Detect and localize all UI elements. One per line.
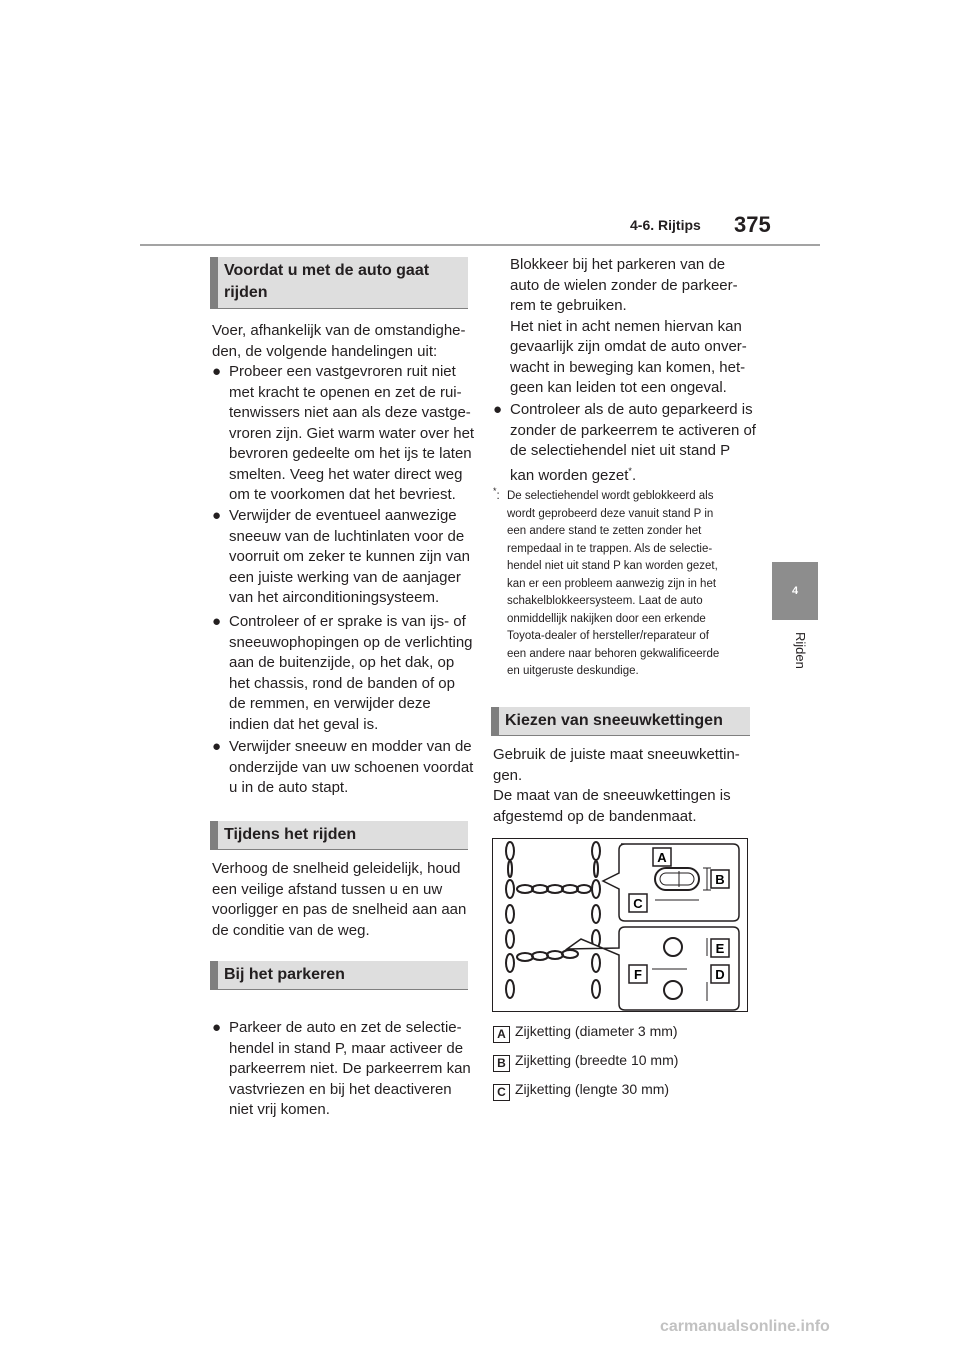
line: vastvriezen en bij het deactiveren: [229, 1080, 452, 1098]
line: smelten. Veeg het water direct weg: [229, 465, 463, 483]
header-rule: [140, 244, 820, 246]
snow-chain-figure: [492, 838, 748, 1012]
line: wordt geprobeerd deze vanuit stand P in: [507, 507, 714, 520]
line: Blokkeer bij het parkeren van de: [510, 256, 726, 273]
line: hendel in stand P, maar activeer de: [229, 1039, 464, 1057]
bullet-ice-check: [212, 612, 485, 735]
heading-text: Voordat u met de auto gaat rijden: [224, 262, 430, 301]
chapter-tab: 4: [772, 562, 818, 620]
line: gen.: [493, 766, 523, 784]
footnote-star: *: [493, 486, 497, 497]
line: de conditie van de weg.: [212, 921, 370, 939]
line: een andere naar behoren gekwalificeerde: [507, 647, 720, 660]
bullet-parking: [212, 1018, 485, 1121]
bullet-icon: ●: [212, 507, 222, 524]
line: Controleer als de auto geparkeerd is: [510, 401, 753, 418]
line: en uitgeruste deskundige.: [507, 665, 639, 677]
bullet-frozen-window: [212, 362, 485, 506]
legend-c: [493, 1080, 669, 1101]
bullet-icon: ●: [212, 738, 222, 755]
legend-text: Zijketting (lengte 30 mm): [515, 1081, 670, 1097]
line: Toyota-dealer of hersteller/reparateur of: [507, 630, 709, 642]
chains-text: [493, 745, 750, 827]
line: Het niet in acht nemen hiervan kan: [510, 317, 742, 335]
line: Gebruik de juiste maat sneeuwkettin-: [493, 746, 740, 763]
legend-b: [493, 1051, 678, 1072]
line: parkeerrem niet. De parkeerrem kan: [229, 1060, 471, 1077]
line: sneeuw van de luchtinlaten voor de: [229, 527, 465, 545]
snow-chain-illustration: [493, 839, 747, 1011]
footnote-marker: [493, 488, 500, 506]
line: auto de wielen zonder de parkeer-: [510, 276, 738, 294]
bullet-air-intake: [212, 506, 485, 609]
line: de selectiehendel niet uit stand P: [510, 442, 731, 459]
watermark: carmanualsonline.info: [660, 1318, 830, 1335]
label-d: D: [715, 967, 725, 982]
heading-snow-chains: [491, 707, 750, 736]
line: om te voorkomen dat het bevriest.: [229, 486, 456, 503]
driving-text: [212, 859, 468, 941]
label-a: A: [657, 850, 667, 865]
line: gevaarlijk zijn omdat de auto onver-: [510, 338, 747, 355]
line: schakelblokkeersysteem. Laat de auto: [507, 595, 703, 607]
line: Voer, afhankelijk van de omstandighe-: [212, 322, 466, 339]
line: Controleer of er sprake is van ijs- of: [229, 613, 466, 630]
legend-tag: C: [493, 1084, 510, 1101]
legend-text: Zijketting (breedte 10 mm): [515, 1052, 679, 1068]
line: onderzijde van uw schoenen voordat: [229, 758, 474, 776]
line: Verwijder sneeuw en modder van de: [229, 738, 472, 755]
page-number: 375: [734, 212, 771, 237]
legend-tag: A: [493, 1026, 510, 1043]
line: sneeuwophopingen op de verlichting: [229, 633, 473, 651]
line: bevroren gedeelte om het ijs te laten: [229, 445, 472, 462]
line: hendel niet uit stand P kan worden gezet,: [507, 560, 718, 572]
line: Verwijder de eventueel aanwezige: [229, 507, 457, 524]
line: met kracht te openen en zet de rui-: [229, 383, 462, 401]
line: van het airconditioningsysteem.: [229, 589, 440, 606]
line: zonder de parkeerrem te activeren of: [510, 421, 756, 439]
section-title: 4-6. Rijtips: [630, 217, 701, 233]
legend-tag: B: [493, 1055, 510, 1072]
line: Probeer een vastgevroren ruit niet: [229, 363, 456, 380]
heading-parking: [210, 961, 468, 990]
line: Verhoog de snelheid geleidelijk, houd: [212, 860, 461, 877]
line: een juiste werking van de aanjager: [229, 568, 461, 586]
bullet-icon: ●: [212, 1019, 222, 1036]
heading-text: Kiezen van sneeuwkettingen: [505, 712, 723, 729]
intro-text: [212, 321, 468, 362]
line: niet vrij komen.: [229, 1101, 330, 1118]
chapter-label: Rijden: [793, 632, 808, 669]
label-f: F: [634, 967, 642, 982]
footnote-colon: :: [496, 490, 500, 502]
bullet-parking-brake: [493, 400, 767, 486]
line: vroren zijn. Giet warm water over het: [229, 424, 475, 442]
line: kan er een probleem aanwezig zijn in het: [507, 577, 717, 590]
line: De maat van de sneeuwkettingen is: [493, 787, 731, 804]
line-text: kan worden gezet: [510, 466, 629, 484]
line: Parkeer de auto en zet de selectie-: [229, 1019, 462, 1036]
heading-text: Bij het parkeren: [224, 966, 345, 983]
heading-while-driving: [210, 821, 468, 850]
heading-before-driving: [210, 257, 468, 309]
bullet-icon: ●: [212, 363, 222, 380]
bullet-shoes: [212, 737, 485, 799]
legend-a: [493, 1022, 678, 1043]
parking-continued: [510, 255, 750, 399]
line: de remmen, en verwijder deze: [229, 695, 431, 712]
line: een andere stand te zetten zonder het: [507, 525, 702, 537]
line: den, de volgende handelingen uit:: [212, 342, 438, 360]
label-b: B: [715, 872, 725, 887]
line: rem te gebruiken.: [510, 297, 627, 314]
line: een veilige afstand tussen u en uw: [212, 880, 443, 898]
line: tenwissers niet aan als deze vastge-: [229, 404, 471, 421]
line: u in de auto stapt.: [229, 779, 349, 796]
line: afgestemd op de bandenmaat.: [493, 807, 697, 825]
line: geen kan leiden tot een ongeval.: [510, 379, 727, 396]
heading-text: Tijdens het rijden: [224, 826, 357, 843]
line: De selectiehendel wordt geblokkeerd als: [507, 490, 714, 502]
bullet-icon: ●: [212, 613, 222, 630]
label-c: C: [633, 896, 643, 911]
legend-text: Zijketting (diameter 3 mm): [515, 1023, 678, 1039]
label-e: E: [715, 941, 725, 956]
chain-links: [506, 842, 600, 998]
bullet-icon: ●: [493, 401, 503, 418]
footnote: [493, 488, 753, 681]
line: indien dat het geval is.: [229, 715, 379, 733]
line: wacht in beweging kan komen, het-: [510, 358, 746, 376]
line: onmiddellijk nakijken door een erkende: [507, 612, 706, 625]
line: aan de buitenzijde, op het dak, op: [229, 654, 455, 671]
line: voorligger en pas de snelheid aan aan: [212, 901, 467, 918]
line: voorruit om zeker te kunnen zijn van: [229, 548, 470, 565]
footnote-ref: *: [628, 465, 632, 476]
line: kan worden gezet*.: [510, 465, 637, 484]
line: rempedaal in te trappen. Als de selectie-: [507, 542, 713, 555]
line: het chassis, rond de banden of op: [229, 674, 455, 692]
